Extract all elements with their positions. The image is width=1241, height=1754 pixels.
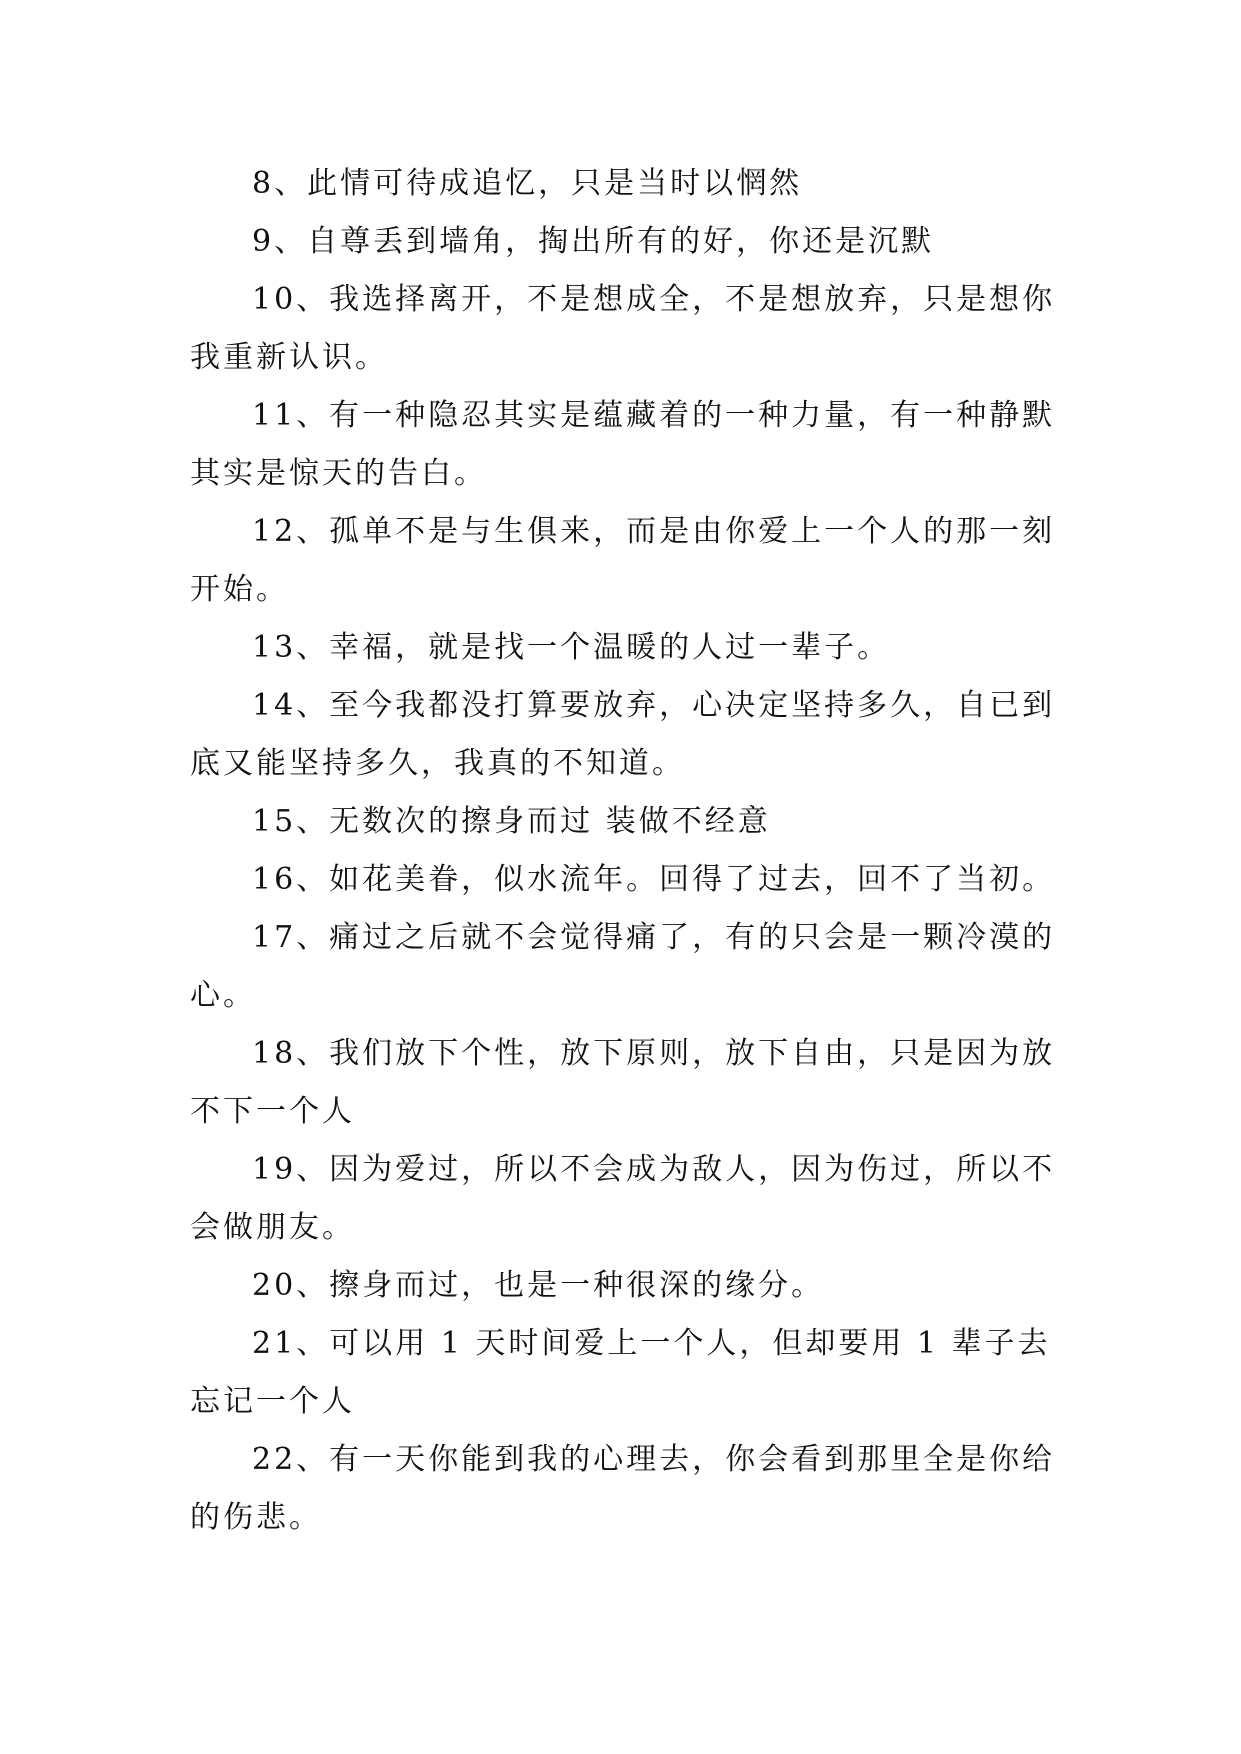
paragraph-17: 17、痛过之后就不会觉得痛了，有的只会是一颗冷漠的心。: [190, 920, 1056, 1013]
paragraph-15: 15、无数次的擦身而过 装做不经意: [252, 804, 771, 839]
paragraph-19: 19、因为爱过，所以不会成为敌人，因为伤过，所以不会做朋友。: [190, 1152, 1056, 1245]
paragraph-13: 13、幸福，就是找一个温暖的人过一辈子。: [252, 630, 891, 665]
paragraph-9: 9、自尊丢到墙角，掏出所有的好，你还是沉默: [252, 224, 935, 259]
document-body: [190, 155, 1070, 1547]
paragraph-16: 16、如花美眷，似水流年。回得了过去，回不了当初。: [252, 862, 1056, 897]
paragraph-18: 18、我们放下个性，放下原则，放下自由，只是因为放不下一个人: [190, 1036, 1056, 1129]
paragraph-20: 20、擦身而过，也是一种很深的缘分。: [252, 1268, 825, 1303]
paragraph-22: 22、有一天你能到我的心理去，你会看到那里全是你给的伤悲。: [190, 1442, 1056, 1535]
paragraph-12: 12、孤单不是与生俱来，而是由你爱上一个人的那一刻开始。: [190, 514, 1056, 607]
paragraph-11: 11、有一种隐忍其实是蕴藏着的一种力量，有一种静默其实是惊天的告白。: [190, 398, 1056, 491]
paragraph-14: 14、至今我都没打算要放弃，心决定坚持多久，自已到底又能坚持多久，我真的不知道。: [190, 688, 1056, 781]
paragraph-10: 10、我选择离开，不是想成全，不是想放弃，只是想你我重新认识。: [190, 282, 1056, 375]
paragraph-8: 8、此情可待成追忆，只是当时以惘然: [252, 166, 803, 201]
paragraph-21: 21、可以用 1 天时间爱上一个人，但却要用 1 辈子去忘记一个人: [190, 1326, 1051, 1419]
